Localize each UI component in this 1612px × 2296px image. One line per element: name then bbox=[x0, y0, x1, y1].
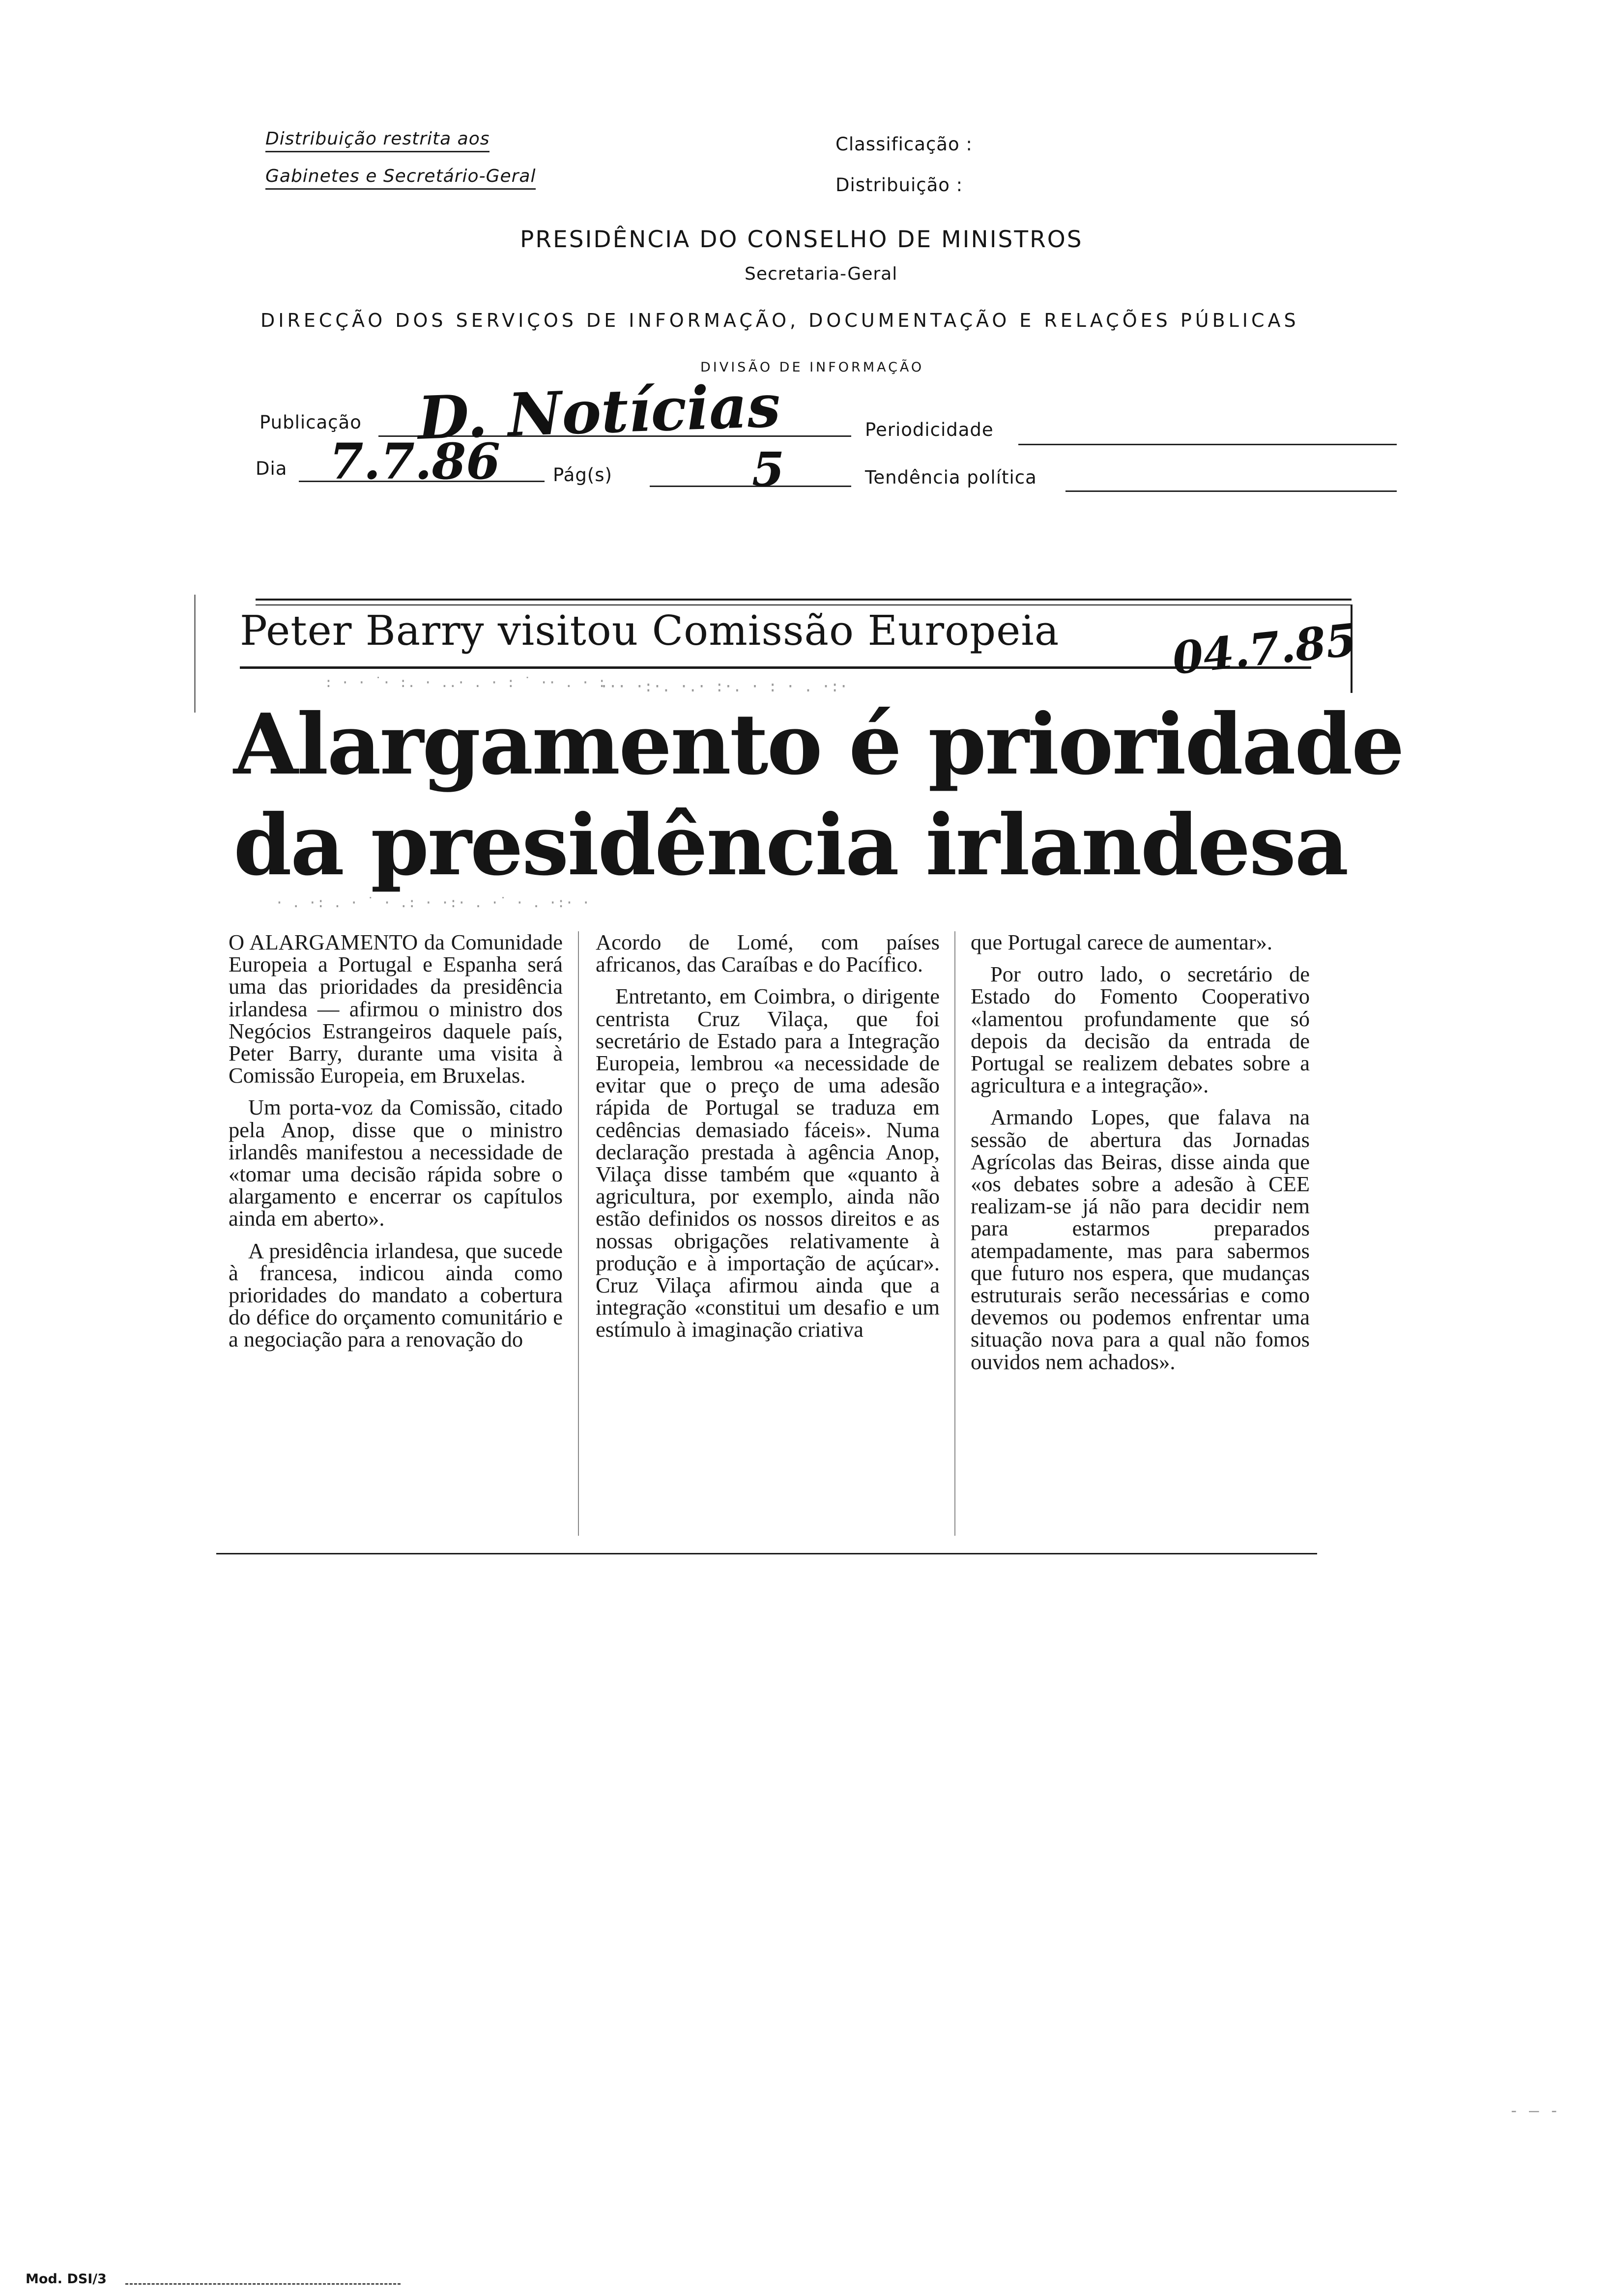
dia-label: Dia bbox=[256, 458, 288, 479]
article-kicker: Peter Barry visitou Comissão Europeia bbox=[240, 607, 1060, 655]
col3-paragraph-3: Armando Lopes, que falava na sessão de abertura das Jornadas Agrícolas das Beiras, disse ainda que «os debates sobre a adesão à CEE realizam-se já não para decidir nem para estarmos preparados atempadamente, mas para sabermos que futuro nos espera, que mudanças estruturais serão necessárias e como devemos ou podemos enfrentar uma situação nova para a qual não fomos ouvidos nem achados». bbox=[971, 1105, 1310, 1374]
clipping-left-edge bbox=[194, 595, 196, 713]
pagina-line bbox=[650, 486, 851, 487]
tendencia-label: Tendência política bbox=[865, 467, 1037, 488]
classificacao-label: Classificação : bbox=[835, 134, 973, 155]
distribution-note-line1: Distribuição restrita aos bbox=[265, 129, 489, 152]
clipping-bottom-rule bbox=[216, 1553, 1317, 1554]
secretaria-geral: Secretaria-Geral bbox=[745, 264, 898, 284]
pagina-label: Pág(s) bbox=[553, 464, 612, 486]
divisao-informacao: DIVISÃO DE INFORMAÇÃO bbox=[700, 360, 924, 375]
direccao-servicos: DIRECÇÃO DOS SERVIÇOS DE INFORMAÇÃO, DOCUMENTAÇÃO E RELAÇÕES PÚBLICAS bbox=[260, 310, 1299, 331]
article-column-2 bbox=[596, 931, 940, 1536]
kicker-underline bbox=[240, 666, 1311, 669]
scan-noise-1: : · · ˙· :. · ..· . · : ˙ ·· . · : bbox=[324, 674, 606, 690]
clipping-top-rule-thin bbox=[256, 604, 1352, 605]
footer-dashed-line bbox=[125, 2283, 401, 2285]
column-divider-1 bbox=[578, 931, 579, 1536]
col3-paragraph-1: que Portugal carece de aumentar». bbox=[971, 931, 1273, 954]
article-column-1 bbox=[229, 931, 563, 1536]
col3-paragraph-2: Por outro lado, o secretário de Estado do Fomento Cooperativo «lamentou profundamente que só depois da decisão da entrada de Portugal se realizem debates sobre a agricultura e a integração». bbox=[971, 962, 1310, 1098]
scan-noise-2: ··· ·:·. ·.· :·. · : · . ·:· bbox=[600, 678, 848, 695]
model-code: Mod. DSI/3 bbox=[26, 2271, 107, 2287]
article-column-3 bbox=[971, 931, 1310, 1536]
column-divider-2 bbox=[954, 931, 955, 1536]
pagina-handwritten-value: 5 bbox=[752, 442, 785, 497]
ministry-title: PRESIDÊNCIA DO CONSELHO DE MINISTROS bbox=[520, 226, 1083, 253]
clipping-top-rule bbox=[256, 599, 1352, 601]
periodicidade-label: Periodicidade bbox=[865, 419, 994, 440]
margin-handwritten-note: 04.7.85 bbox=[1170, 613, 1359, 685]
publicacao-handwritten-value: D. Notícias bbox=[416, 371, 782, 453]
publicacao-label: Publicação bbox=[259, 412, 362, 433]
scan-noise-4: - — - bbox=[1509, 2101, 1559, 2121]
col1-paragraph-3: A presidência irlandesa, que sucede à francesa, indicou ainda como prioridades do mandato a cobertura do défice do orçamento comunitário e a negociação para a renovação do bbox=[229, 1238, 563, 1352]
col1-paragraph-2: Um porta-voz da Comissão, citado pela Anop, disse que o ministro irlandês manifestou a necessidade de «tomar uma decisão rápida sobre o alargamento e encerrar os capítulos ainda em aberto». bbox=[229, 1095, 563, 1231]
scan-noise-3: · . ·: . · ˙ · .: · ·:· . ·˙ · . ·:· · bbox=[275, 894, 590, 911]
dia-handwritten-value: 7.7.86 bbox=[329, 432, 500, 490]
col1-paragraph-1: O ALARGAMENTO da Comunidade Europeia a Portugal e Espanha será uma das prioridades da presidência irlandesa — afirmou o ministro dos Negócios Estrangeiros daquele país, Peter Barry, durante uma visita à Comissão Europeia, em Bruxelas. bbox=[229, 931, 563, 1088]
headline-line1: Alargamento é prioridade bbox=[233, 695, 1403, 794]
periodicidade-line bbox=[1018, 444, 1397, 445]
headline-line2: da presidência irlandesa bbox=[233, 796, 1348, 894]
distribuicao-label: Distribuição : bbox=[835, 174, 963, 196]
col2-paragraph-1: Acordo de Lomé, com países africanos, das Caraíbas e do Pacífico. bbox=[596, 931, 940, 977]
col2-paragraph-2: Entretanto, em Coimbra, o dirigente centrista Cruz Vilaça, que foi secretário de Estado para a Integração Europeia, lembrou «a necessidade de evitar que o preço de uma adesão rápida de Portugal se traduza em cedências demasiado fáceis». Numa declaração prestada à agência Anop, Vilaça disse também que «quanto à agricultura, por exemplo, ainda não estão definidos os nossos direitos e as nossas obrigações relativamente à produção e à importação de açúcar». Cruz Vilaça afirmou ainda que a integração «constitui um desafio e um estímulo à imaginação criativa bbox=[596, 984, 940, 1342]
distribution-note-line2: Gabinetes e Secretário-Geral bbox=[265, 166, 536, 190]
tendencia-line bbox=[1065, 490, 1397, 492]
